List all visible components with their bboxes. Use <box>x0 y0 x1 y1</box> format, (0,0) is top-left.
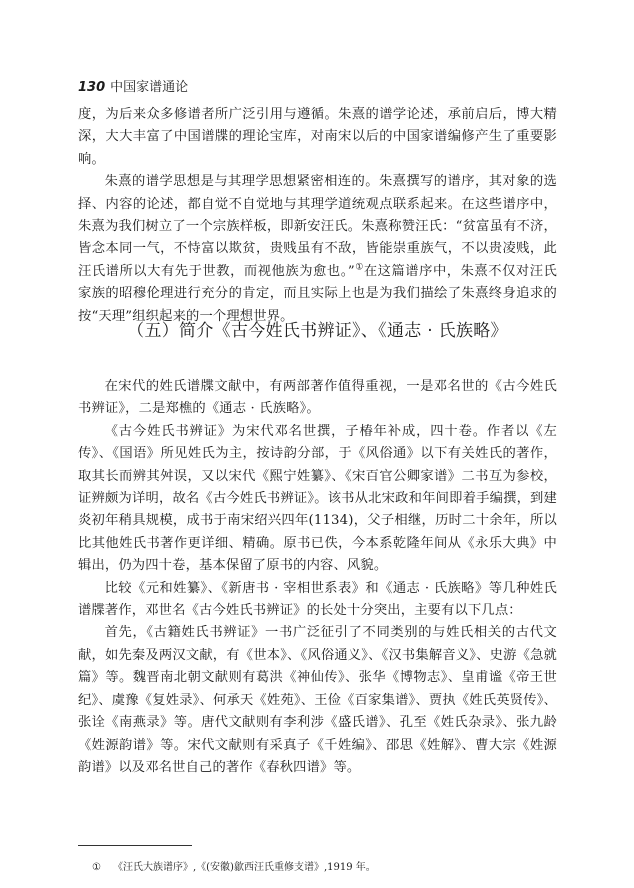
footnote-reference[interactable]: ① <box>354 262 364 273</box>
paragraph: 度，为后来众多修谱者所广泛引用与遵循。朱熹的谱学论述，承前启后，博大精深，大大丰富了中国谱牒的理论宝库，对南宋以后的中国家谱编修产生了重要影响。 <box>78 107 557 167</box>
text-block-top <box>78 104 557 328</box>
paragraph: 首先，《古籍姓氏书辨证》一书广泛征引了不同类别的与姓氏相关的古代文献，如先秦及两汉文献，有《世本》、《风俗通义》、《汉书集解音义》、史游《急就篇》等。魏晋南北朝文献则有葛洪《神仙传》、张华《博物志》、皇甫谧《帝王世纪》、虞豫《复姓录》、何承天《姓苑》、王俭《百家集谱》、贾执《姓氏英贤传》、张诠《南燕录》等。唐代文献则有李利涉《盛氏谱》、孔至《姓氏杂录》、张九龄《姓源韵谱》等。宋代文献则有采真子《千姓编》、邵思《姓解》、曹大宗《姓源韵谱》以及邓名世自己的著作《春秋四谱》等。 <box>78 625 557 775</box>
paragraph-text-continued: 在这篇谱序中，朱熹不仅对汪氏家族的昭穆伦理进行充分的肯定，而且实际上也是为我们描绘了朱熹终身追求的按“天理”组织起来的一个理想世界。 <box>78 263 557 324</box>
book-title: 中国家谱通论 <box>110 80 189 95</box>
text-block-bottom <box>78 376 557 779</box>
paragraph: 比较《元和姓纂》、《新唐书 · 宰相世系表》和《通志 · 氏族略》等几种姓氏谱牒著作，邓世名《古今姓氏书辨证》的长处十分突出，主要有以下几点： <box>78 580 557 619</box>
running-header <box>78 76 188 95</box>
footnote-divider <box>78 845 192 846</box>
footnote-text: 《汪氏大族谱序》,《(安徽)歙西汪氏重修支谱》,1919 年。 <box>112 862 376 873</box>
paragraph: 《古今姓氏书辨证》为宋代邓名世撰，子椿年补成，四十卷。作者以《左传》、《国语》所见姓氏为主，按诗韵分部，于《风俗通》以下有关姓氏的著作，取其长而辨其舛误，又以宋代《熙宁姓纂》、《宋百官公卿家谱》二书互为参校，证辨颇为详明，故名《古今姓氏书辨证》。该书从北宋政和年间即着手编撰，到建炎初年稍具规模，成书于南宋绍兴四年(1134)，父子相继，历时二十余年，所以比其他姓氏书著作更详细、精确。原书已佚，今本系乾隆年间从《永乐大典》中辑出，仍为四十卷，基本保留了原书的内容、风貌。 <box>78 423 557 574</box>
paragraph: 在宋代的姓氏谱牒文献中，有两部著作值得重视，一是邓名世的《古今姓氏书辨证》，二是郑樵的《通志 · 氏族略》。 <box>78 379 557 417</box>
paragraph-text: 朱熹的谱学思想是与其理学思想紧密相连的。朱熹撰写的谱序，其对象的选择、内容的论述，都自觉不自觉地与其理学道统观点联系起来。在这些谱序中，朱熹为我们树立了一个宗族样板，即新安汪氏。朱熹称赞汪氏：“贫富虽有不济，皆念本同一气，不恃富以欺贫，贵贱虽有不敌，皆能崇重族气，不以贵凌贱，此汪氏谱所以大有先于世教，而视他族为愈也。” <box>78 174 557 279</box>
paragraph <box>78 171 557 328</box>
page-number: 130 <box>78 80 106 95</box>
footnote-marker: ① <box>92 862 101 873</box>
footnote <box>92 858 376 873</box>
section-heading: （五）简介《古今姓氏书辨证》、《通志 · 氏族略》 <box>127 321 508 341</box>
